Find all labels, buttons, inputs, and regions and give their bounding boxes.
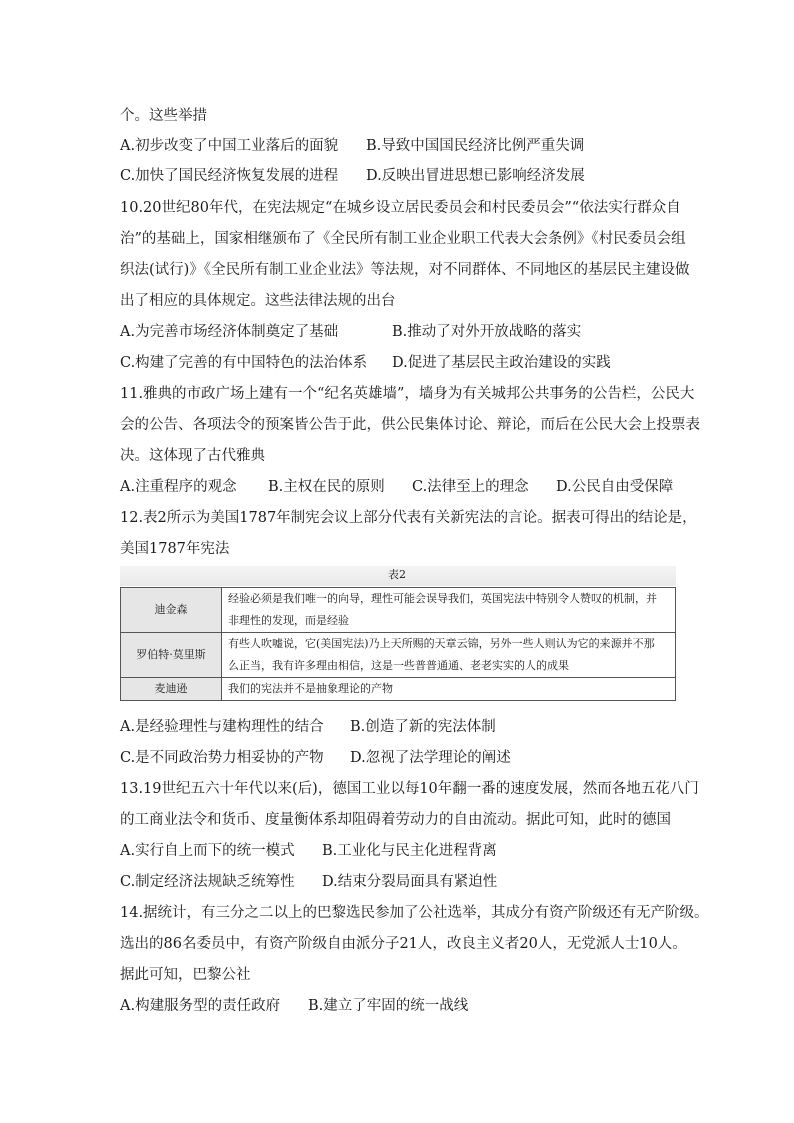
q14-stem-line-1: 14.据统计，有三分之二以上的巴黎选民参加了公社选举，其成分有资产阶级还有无产阶级。 (120, 905, 709, 921)
quote-line: 么正当，我有许多理由相信，这是一些普普通通、老老实实的人的成果 (228, 659, 569, 672)
q12-stem-line-2: 美国1787年宪法 (120, 541, 230, 557)
q9-option-b: B.导致中国国民经济比例严重失调 (366, 138, 585, 154)
quote-cell (222, 588, 676, 633)
q14-option-a: A.构建服务型的责任政府 (120, 998, 281, 1014)
q13-option-c: C.制定经济法规缺乏统筹性 (120, 874, 295, 890)
q9-stem-end: 个。这些举措 (120, 108, 207, 124)
q13-stem-line-2: 的工商业法令和货币、度量衡体系却阻碍着劳动力的自由流动。据此可知，此时的德国 (120, 812, 671, 828)
q14-stem-line-2: 选出的86名委员中，有资产阶级自由派分子21人，改良主义者20人，无党派人士10人。 (120, 936, 687, 952)
q12-option-b: B.创造了新的宪法体制 (350, 719, 496, 735)
table-row (121, 588, 676, 633)
q11-option-c: C.法律至上的理念 (412, 479, 529, 495)
q12-option-d: D.忽视了法学理论的阐述 (350, 750, 511, 766)
table-title: 表2 (388, 568, 406, 581)
q10-stem-line-2: 治”的基础上，国家相继颁布了《全民所有制工业企业职工代表大会条例》《村民委员会组 (120, 231, 686, 247)
q11-stem-line-2: 会的公告、各项法令的预案皆公告于此，供公民集体讨论、辩论，而后在公民大会上投票表 (120, 417, 700, 433)
speaker-cell: 迪金森 (121, 588, 222, 633)
q10-option-a: A.为完善市场经济体制奠定了基础 (120, 324, 339, 340)
q11-stem-line-1: 11.雅典的市政广场上建有一个“纪名英雄墙”，墙身为有关城邦公共事务的公告栏，公民大 (120, 386, 695, 402)
quote-cell (222, 633, 676, 678)
q10-stem-line-1: 10.20世纪80年代，在宪法规定“在城乡设立居民委员会和村民委员会”“依法实行群众自 (120, 200, 681, 216)
q13-option-b: B.工业化与民主化进程背离 (322, 843, 497, 859)
q12-option-a: A.是经验理性与建构理性的结合 (120, 719, 324, 735)
q14-stem-line-3: 据此可知，巴黎公社 (120, 967, 251, 983)
speaker-cell: 罗伯特·莫里斯 (121, 633, 222, 678)
table-row (121, 633, 676, 678)
q12-option-c: C.是不同政治势力相妥协的产物 (120, 750, 324, 766)
q14-option-b: B.建立了牢固的统一战线 (308, 998, 469, 1014)
q10-stem-line-3: 织法(试行)》《全民所有制工业企业法》等法规，对不同群体、不同地区的基层民主建设做 (120, 262, 690, 278)
q11-option-b: B.主权在民的原则 (268, 479, 385, 495)
q9-option-c: C.加快了国民经济恢复发展的进程 (120, 168, 339, 184)
q13-option-a: A.实行自上而下的统一模式 (120, 843, 295, 859)
quote-cell (222, 678, 676, 701)
table-row (121, 678, 676, 701)
q10-option-c: C.构建了完善的有中国特色的法治体系 (120, 355, 368, 371)
quote-line: 我们的宪法并不是抽象理论的产物 (228, 682, 393, 695)
quote-line: 经验必须是我们唯一的向导，理性可能会误导我们，英国宪法中特别令人赞叹的机制，并 (228, 592, 657, 605)
q9-option-d: D.反映出冒进思想已影响经济发展 (366, 168, 585, 184)
quote-line: 非理性的发现，而是经验 (228, 614, 349, 627)
q10-stem-line-4: 出了相应的具体规定。这些法律法规的出台 (120, 293, 396, 309)
q13-option-d: D.结束分裂局面具有紧迫性 (322, 874, 498, 890)
q11-option-d: D.公民自由受保障 (556, 479, 674, 495)
speech-table (120, 587, 676, 701)
q11-stem-line-3: 决。这体现了古代雅典 (120, 448, 265, 464)
q10-option-d: D.促进了基层民主政治建设的实践 (392, 355, 611, 371)
q11-option-a: A.注重程序的观念 (120, 479, 237, 495)
quote-line: 有些人吹嘘说，它(美国宪法)乃上天所赐的天章云锦，另外一些人则认为它的来源并不那 (228, 637, 655, 650)
speaker-cell: 麦迪逊 (121, 678, 222, 701)
q13-stem-line-1: 13.19世纪五六十年代以来(后)，德国工业以每10年翻一番的速度发展，然而各地五花八门 (120, 781, 699, 797)
q9-option-a: A.初步改变了中国工业落后的面貌 (120, 138, 339, 154)
q12-stem-line-1: 12.表2所示为美国1787年制宪会议上部分代表有关新宪法的言论。据表可得出的结论是， (120, 510, 697, 526)
q10-option-b: B.推动了对外开放战略的落实 (392, 324, 582, 340)
